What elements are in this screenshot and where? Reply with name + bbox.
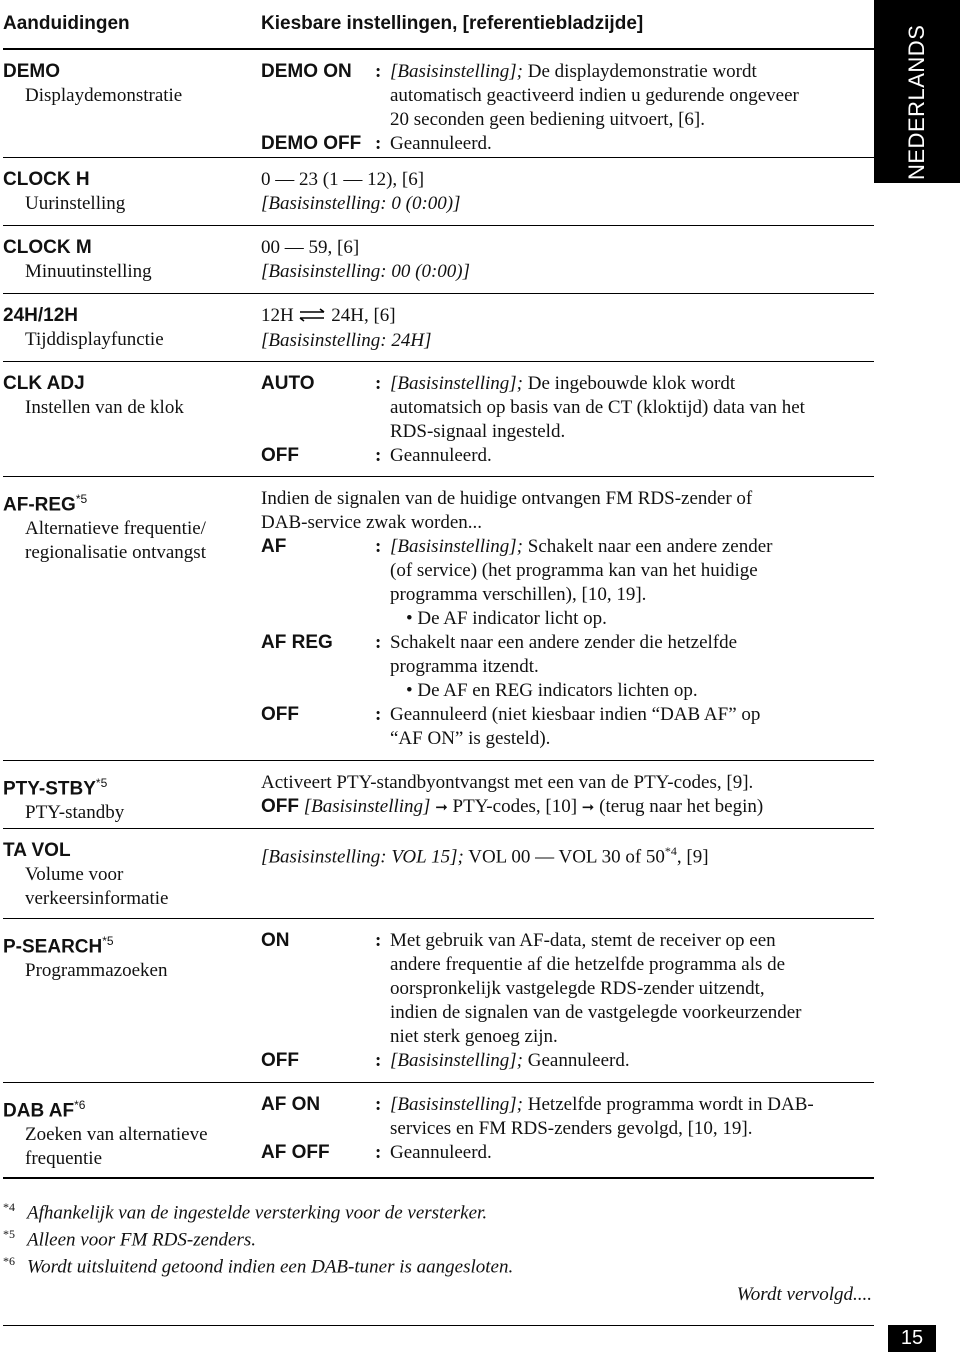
option-a: 12H	[261, 305, 294, 326]
footnote-mark: *5	[95, 776, 108, 790]
footnote-text: Afhankelijk van de ingestelde versterking voor de versterker.	[27, 1202, 488, 1224]
continued-note: Wordt vervolgd....	[736, 1284, 872, 1305]
option-key: DEMO OFF	[261, 133, 362, 154]
option-text: oorspronkelijk vastgelegde RDS-zender uitzendt,	[390, 978, 765, 999]
row-sub: Volume voor	[25, 864, 124, 885]
row-sub: PTY-standby	[25, 802, 125, 824]
default-text: [Basisinstelling: 24H]	[261, 329, 432, 351]
footnote-mark: *5	[3, 1227, 15, 1241]
table-row	[3, 294, 874, 362]
option-text: automatisch geactiveerd indien u gedurende ongeveer	[390, 85, 799, 106]
table-row: DAB AF$^{*6}$ Zoeken van alternatieve frequentie AF ON : [Basisinstelling]; Hetzelfde programma wordt in DAB- services en FM RDS-zenders gevolgd, [10, 19]. AF OFF : Geannuleerd.	[3, 1083, 874, 1179]
table-row	[3, 226, 874, 294]
row-name: DAB AF	[3, 1100, 75, 1122]
header-indications: Aanduidingen	[3, 13, 130, 34]
row-name: AF-REG	[3, 494, 76, 516]
intro-text: Indien de signalen van de huidige ontvangen FM RDS-zender of	[261, 488, 753, 509]
row-sub: Instellen van de klok	[25, 397, 184, 418]
footnote	[3, 1195, 487, 1225]
row-sub: Minuutinstelling	[25, 261, 152, 282]
language-tab-label: NEDERLANDS	[904, 24, 929, 180]
footnote	[3, 1222, 256, 1252]
option-text: RDS-signaal ingesteld.	[390, 421, 566, 442]
row-sub: regionalisatie ontvangst	[25, 542, 206, 564]
option-key: OFF	[261, 796, 299, 817]
description-text: Activeert PTY-standbyontvangst met een van de PTY-codes, [9].	[261, 772, 754, 793]
page-divider	[3, 1325, 874, 1326]
settings-table	[3, 0, 874, 1179]
option-default: [Basisinstelling];	[390, 61, 524, 82]
row-sub: verkeersinformatie	[25, 888, 169, 909]
option-text: niet sterk genoeg zijn.	[390, 1026, 558, 1047]
default-text: [Basisinstelling: 0 (0:00)]	[261, 193, 461, 214]
footnote	[3, 1249, 513, 1279]
table-row	[3, 829, 874, 919]
page-number: 15	[888, 1325, 936, 1352]
range-text: 0 — 23 (1 — 12), [6]	[261, 169, 425, 190]
option-text: Geannuleerd.	[390, 445, 492, 466]
row-sub: Displaydemonstratie	[25, 85, 183, 106]
row-sub: Uurinstelling	[25, 193, 126, 214]
option-text: Geannuleerd (niet kiesbaar indien “DAB AF” op	[390, 704, 761, 725]
option-key: OFF	[261, 445, 299, 466]
footnote-mark: *5	[102, 934, 114, 948]
option-text: 20 seconden geen bediening uitvoert, [6].	[390, 109, 705, 130]
option-text: Schakelt naar een andere zender die hetzelfde	[390, 632, 738, 653]
option-key: OFF	[261, 704, 299, 725]
option-text: “AF ON” is gesteld).	[390, 728, 551, 749]
option-key: AUTO	[261, 373, 315, 394]
range-text: 00 — 59, [6]	[261, 237, 360, 258]
table-header	[3, 0, 874, 50]
table-row	[3, 158, 874, 226]
option-text: Met gebruik van AF-data, stemt de receiver op een	[390, 930, 776, 951]
table-row: CLK ADJ Instellen van de klok AUTO : [Basisinstelling]; De ingebouwde klok wordt automatsich op basis van de CT (kloktijd) data van het RDS-signaal ingesteld. OFF : Geannuleerd.	[3, 362, 874, 477]
range-text: , [9]	[676, 846, 709, 868]
footnote-text: Wordt uitsluitend getoond indien een DAB-tuner is aangesloten.	[27, 1256, 514, 1278]
header-settings: Kiesbare instellingen, [referentiebladzijde]	[261, 13, 644, 34]
option-key: DEMO ON	[261, 61, 352, 82]
option-default: [Basisinstelling];	[390, 1094, 524, 1115]
toggle-arrows-icon	[298, 305, 326, 329]
option-text: andere frequentie af die hetzelfde programma als de	[390, 954, 786, 975]
arrow-right-icon: ➞	[581, 800, 595, 816]
default-text: [Basisinstelling: 00 (0:00)]	[261, 261, 470, 282]
intro-text: DAB-service zwak worden...	[261, 512, 483, 533]
row-name: CLOCK M	[3, 237, 92, 258]
row-sub: Programmazoeken	[25, 960, 168, 982]
table-row: DEMO Displaydemonstratie DEMO ON : [Basisinstelling]; De displaydemonstratie wordt automatisch geactiveerd indien u gedurende ongeveer 20 seconden geen bediening uitvoert, [6]. DEMO OFF : Geannuleerd.	[3, 50, 874, 158]
option-text: automatsich op basis van de CT (kloktijd) data van het	[390, 397, 805, 418]
option-default: [Basisinstelling];	[390, 373, 524, 394]
row-name: 24H/12H	[3, 305, 78, 326]
language-tab	[874, 0, 960, 183]
option-text: Geannuleerd.	[523, 1050, 630, 1071]
row-sub: Zoeken van alternatieve	[25, 1124, 208, 1146]
option-default: [Basisinstelling];	[390, 536, 524, 557]
row-name: CLOCK H	[3, 169, 90, 190]
option-text: programma itzendt.	[390, 656, 539, 677]
option-key: AF	[261, 536, 287, 557]
bullet-text: • De AF en REG indicators lichten op.	[390, 679, 874, 703]
row-name: TA VOL	[3, 840, 71, 861]
option-key: ON	[261, 930, 290, 951]
option-default: [Basisinstelling: VOL 15];	[261, 846, 464, 868]
row-name: PTY-STBY	[3, 778, 96, 800]
row-sub: Alternatieve frequentie/	[25, 518, 206, 540]
option-key: AF ON	[261, 1094, 321, 1115]
row-name: CLK ADJ	[3, 373, 85, 394]
option-text: programma verschillen), [10, 19].	[390, 584, 647, 605]
option-text: Geannuleerd.	[390, 1142, 492, 1163]
option-key: OFF	[261, 1050, 299, 1071]
bullet-text: • De AF indicator licht op.	[390, 607, 874, 631]
arrow-right-icon: ➞	[435, 800, 448, 816]
option-text: De displaydemonstratie wordt	[523, 61, 757, 82]
option-text: PTY-codes, [10]	[452, 796, 578, 817]
option-text: Schakelt naar een andere zender	[523, 536, 773, 557]
row-name: DEMO	[3, 61, 60, 82]
row-sub: frequentie	[25, 1148, 103, 1170]
footnote-mark: *4	[664, 844, 677, 858]
option-text: De ingebouwde klok wordt	[523, 373, 736, 394]
table-row	[3, 761, 874, 829]
footnote-mark: *5	[75, 492, 88, 506]
option-text: indien de signalen van de vastgelegde voorkeurzender	[390, 1002, 802, 1023]
option-text: services en FM RDS-zenders gevolgd, [10, 19].	[390, 1118, 753, 1139]
option-key: AF OFF	[261, 1142, 330, 1163]
row-name: P-SEARCH	[3, 936, 103, 958]
footnote-mark: *4	[3, 1200, 15, 1214]
row-sub: Tijddisplayfunctie	[25, 329, 164, 350]
option-text: (terug naar het begin)	[599, 796, 764, 817]
option-text: Geannuleerd.	[390, 133, 492, 154]
option-default: [Basisinstelling];	[390, 1050, 524, 1071]
table-row: AF-REG$^{*5}$ Alternatieve frequentie/ regionalisatie ontvangst Indien de signalen van de huidige ontvangen FM RDS-zender of DAB-service zwak worden... AF : [Basisinstelling]; Schakelt naar een andere zender (of service) (het programma kan van het huidige programma verschillen), [10, 19]. • De AF indicator licht op. AF REG : Schakelt naar een andere zender die hetzelfde programma itzendt. • De AF en REG indicators lichten op. OFF : Geannuleerd (niet kiesbaar indien “DAB AF” op “AF ON” is gesteld).	[3, 477, 874, 761]
table-row: P-SEARCH$^{*5}$ Programmazoeken ON : Met gebruik van AF-data, stemt de receiver op een andere frequentie af die hetzelfde programma als de oorspronkelijk vastgelegde RDS-zender uitzendt, indien de signalen van de vastgelegde voorkeurzender niet sterk genoeg zijn. OFF : [Basisinstelling]; Geannuleerd.	[3, 919, 874, 1083]
footnote-text: Alleen voor FM RDS-zenders.	[27, 1229, 256, 1251]
footnote-mark: *6	[3, 1254, 15, 1268]
option-key: AF REG	[261, 632, 333, 653]
footnote-mark: *6	[74, 1098, 86, 1112]
option-default: [Basisinstelling]	[303, 796, 431, 817]
range-text: VOL 00 — VOL 30 of 50	[463, 846, 665, 868]
option-b: 24H, [6]	[331, 305, 396, 326]
option-text: Hetzelfde programma wordt in DAB-	[523, 1094, 814, 1115]
option-text: (of service) (het programma kan van het huidige	[390, 560, 758, 581]
